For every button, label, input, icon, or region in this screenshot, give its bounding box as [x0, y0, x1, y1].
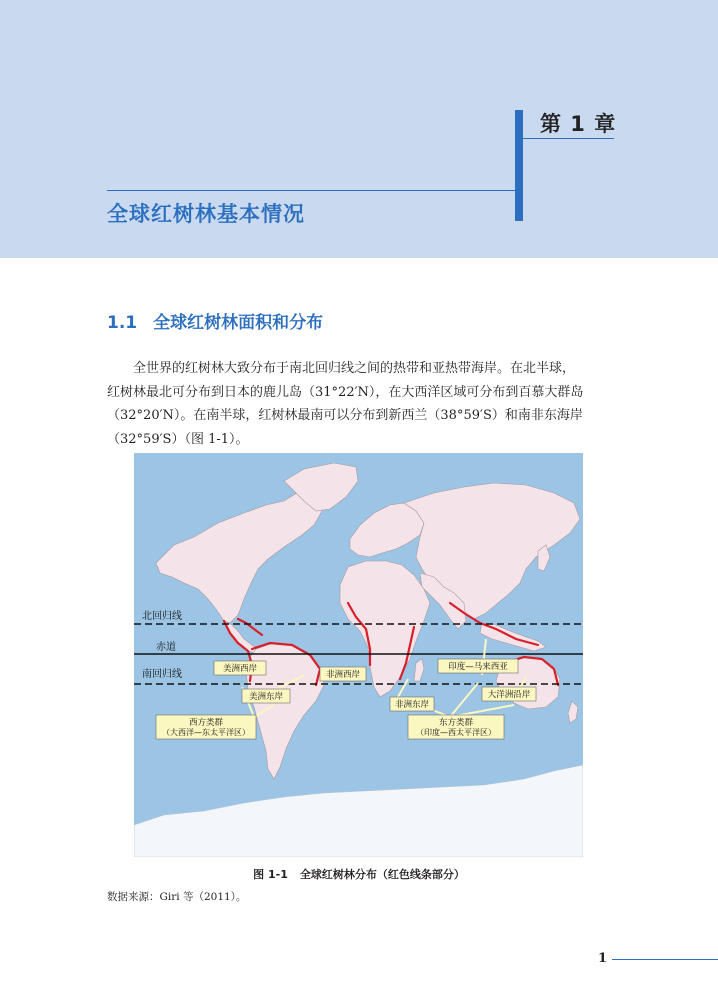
section-number: 1.1 [107, 313, 138, 333]
label-americas-west: 美洲西岸 [222, 664, 258, 674]
label-americas-east: 美洲东岸 [248, 692, 284, 702]
body-line: 全世界的红树林大致分布于南北回归线之间的热带和亚热带海岸。在北半球， [133, 361, 576, 376]
label-eastern-group: 东方类群 [438, 718, 474, 728]
body-paragraph [107, 357, 612, 451]
chapter-label-rule [523, 138, 614, 139]
equator-label: 赤道 [156, 642, 176, 653]
page-number-rule [612, 959, 718, 960]
tropic-of-cancer-label: 北回归线 [142, 611, 182, 622]
page-number: 1 [598, 951, 608, 966]
tropic-of-capricorn-label: 南回归线 [142, 669, 182, 680]
chapter-title-rule [107, 190, 515, 191]
figure-caption-text: 全球红树林分布（红色线条部分） [299, 868, 465, 881]
label-australasia: 大洋洲沿岸 [487, 690, 531, 700]
body-line: （32°59′S）（图 1-1）。 [107, 431, 249, 447]
label-indo-malaysia: 印度—马来西亚 [448, 662, 508, 672]
data-source-note: 数据来源：Giri 等（2011）。 [107, 891, 247, 903]
label-africa-east: 非洲东岸 [394, 700, 430, 710]
figure-caption [0, 866, 718, 882]
label-eastern-group-sub: （印度—西太平洋区） [416, 728, 496, 737]
chapter-accent-bar [515, 110, 523, 221]
label-africa-west: 非洲西岸 [325, 670, 361, 680]
label-western-group: 西方类群 [188, 718, 224, 728]
figure-number: 图 1-1 [253, 868, 288, 881]
chapter-title: 全球红树林基本情况 [107, 201, 305, 226]
map-svg [134, 453, 583, 857]
body-line: 红树林最北可分布到日本的鹿儿岛（31°22′N），在大西洋区域可分布到百慕大群岛 [107, 384, 584, 400]
label-western-group-sub: （大西洋—东太平洋区） [162, 728, 250, 737]
chapter-label: 第 1 章 [540, 112, 617, 136]
section-heading [107, 308, 323, 333]
section-title: 全球红树林面积和分布 [153, 313, 324, 333]
body-line: （32°20′N）。在南半球，红树林最南可以分布到新西兰（38°59′S）和南非东海岸 [107, 408, 583, 423]
mangrove-distribution-map [134, 453, 583, 857]
